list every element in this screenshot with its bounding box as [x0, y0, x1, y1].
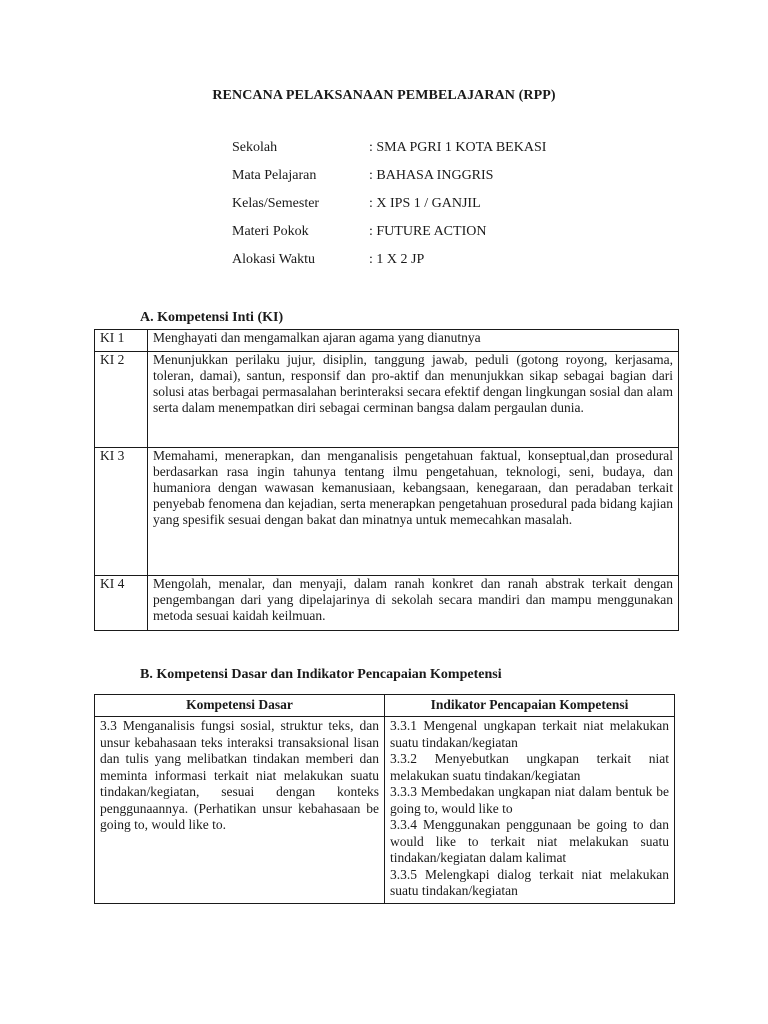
identity-row-time — [232, 252, 546, 280]
kd-column-header: Kompetensi Dasar — [95, 695, 385, 717]
ipk-item: 3.3.3 Membedakan ungkapan niat dalam bentuk be going to, would like to — [390, 784, 669, 816]
identity-value: : SMA PGRI 1 KOTA BEKASI — [369, 140, 547, 155]
identity-label: Kelas/Semester — [232, 196, 320, 211]
ki-row — [95, 330, 679, 352]
ki-row — [95, 352, 679, 448]
ipk-column-header: Indikator Pencapaian Kompetensi — [385, 695, 675, 717]
ipk-item: 3.3.2 Menyebutkan ungkapan terkait niat melakukan suatu tindakan/kegiatan — [390, 751, 669, 783]
ki-row — [95, 576, 679, 631]
ki-code: KI 2 — [95, 352, 148, 448]
ki-description: Memahami, menerapkan, dan menganalisis pengetahuan faktual, konseptual,dan prosedural berdasarkan rasa ingin tahunya tentang ilmu pengetahuan, teknologi, seni, budaya, dan humaniora dengan wawasan kemanusiaan, kebangsaan, kenegaraan, dan peradaban terkait penyebab fenomena dan kejadian, serta menerapkan pengetahuan prosedural pada bidang kajian yang spesifik sesuai dengan bakat dan minatnya untuk memecahkan masalah. — [148, 448, 679, 576]
section-b-heading: B. Kompetensi Dasar dan Indikator Pencapaian Kompetensi — [140, 667, 502, 682]
ki-row — [95, 448, 679, 576]
identity-value: : FUTURE ACTION — [369, 224, 487, 239]
page-title: RENCANA PELAKSANAAN PEMBELAJARAN (RPP) — [212, 88, 556, 103]
ki-description: Menunjukkan perilaku jujur, disiplin, tanggung jawab, peduli (gotong royong, kerjasama, toleran, damai), santun, responsif dan pro-aktif dan menunjukkan sikap sebagai bagian dari solusi atas berbagai permasalahan berinteraksi secara efektif dengan lingkungan sosial dan alam serta dalam menempatkan diri sebagai cerminan bangsa dalam pergaulan dunia. — [148, 352, 679, 448]
ipk-item: 3.3.1 Mengenal ungkapan terkait niat melakukan suatu tindakan/kegiatan — [390, 718, 669, 750]
ipk-item: 3.3.4 Menggunakan penggunaan be going to dan would like to terkait niat melakukan suatu tindakan/kegiatan dalam kalimat — [390, 817, 669, 865]
identity-table — [232, 140, 546, 280]
identity-label: Materi Pokok — [232, 224, 309, 239]
identity-row-class — [232, 196, 546, 224]
ki-code: KI 4 — [95, 576, 148, 631]
ipk-list — [385, 717, 675, 904]
identity-row-subject — [232, 168, 546, 196]
section-a-heading: A. Kompetensi Inti (KI) — [140, 310, 284, 325]
ki-description: Mengolah, menalar, dan menyaji, dalam ranah konkret dan ranah abstrak terkait dengan pengembangan dari yang dipelajarinya di sekolah secara mandiri dan mampu menggunakan metoda sesuai kaidah keilmuan. — [148, 576, 679, 631]
identity-value: : 1 X 2 JP — [369, 252, 425, 267]
identity-label: Mata Pelajaran — [232, 168, 317, 183]
identity-value: : BAHASA INGGRIS — [369, 168, 494, 183]
kd-row — [95, 717, 675, 904]
identity-label: Alokasi Waktu — [232, 252, 315, 267]
identity-value: : X IPS 1 / GANJIL — [369, 196, 481, 211]
identity-row-topic — [232, 224, 546, 252]
ipk-item: 3.3.5 Melengkapi dialog terkait niat melakukan suatu tindakan/kegiatan — [390, 866, 669, 898]
ki-description: Menghayati dan mengamalkan ajaran agama yang dianutnya — [148, 330, 679, 352]
basic-competence-table — [94, 694, 675, 904]
ki-code: KI 3 — [95, 448, 148, 576]
kd-header-row — [95, 695, 675, 717]
ki-code: KI 1 — [95, 330, 148, 352]
identity-row-school — [232, 140, 546, 168]
identity-label: Sekolah — [232, 140, 278, 155]
core-competence-table — [94, 329, 679, 631]
kd-description: 3.3 Menganalisis fungsi sosial, struktur teks, dan unsur kebahasaan teks interaksi transaksional lisan dan tulis yang melibatkan tindakan memberi dan meminta informasi terkait niat melakukan suatu tindakan/kegiatan, sesuai dengan konteks penggunaannya. (Perhatikan unsur kebahasaan be going to, would like to. — [95, 717, 385, 904]
